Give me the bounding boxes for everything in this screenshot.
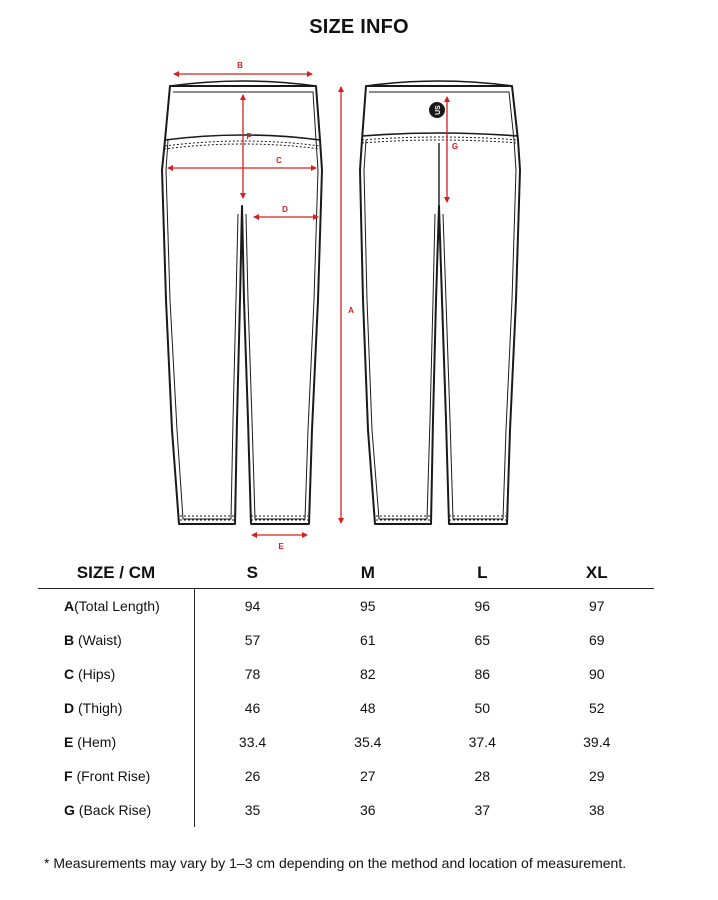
cell-value: 33.4 xyxy=(238,734,267,750)
cell-value: 95 xyxy=(360,598,376,614)
cell-value: 28 xyxy=(474,768,491,784)
table-row xyxy=(38,657,654,691)
cell-value: 37 xyxy=(474,802,491,818)
cell-value: 38 xyxy=(588,802,605,818)
cell-value: 65 xyxy=(474,632,491,648)
row-label: D (Thigh) xyxy=(38,691,194,725)
size-table xyxy=(38,558,654,827)
dim-f-label: F xyxy=(246,132,252,141)
row-label: F (Front Rise) xyxy=(38,759,194,793)
table-header-row xyxy=(38,558,654,589)
cell-value: 48 xyxy=(360,700,376,716)
header-size-m: M xyxy=(311,558,425,589)
dim-b-label: B xyxy=(237,61,243,70)
cell-value: 52 xyxy=(588,700,605,716)
svg-text:US: US xyxy=(435,105,442,115)
cell-value: 82 xyxy=(360,666,376,682)
brand-logo xyxy=(429,102,445,118)
cell-value: 35 xyxy=(244,802,261,818)
cell-value: 27 xyxy=(360,768,376,784)
cell-value: 57 xyxy=(244,632,261,648)
row-label: B (Waist) xyxy=(38,623,194,657)
table-row xyxy=(38,759,654,793)
header-size-l: L xyxy=(425,558,539,589)
row-label: G (Back Rise) xyxy=(38,793,194,827)
cell-value: 78 xyxy=(244,666,261,682)
cell-value: 96 xyxy=(474,598,491,614)
table-row xyxy=(38,691,654,725)
cell-value: 35.4 xyxy=(354,734,382,750)
dim-e-label: E xyxy=(278,542,284,551)
dim-c-label: C xyxy=(276,156,282,165)
cell-value: 29 xyxy=(588,768,605,784)
table-row xyxy=(38,589,654,624)
dim-g-label: G xyxy=(451,142,459,151)
cell-value: 46 xyxy=(244,700,261,716)
cell-value: 61 xyxy=(360,632,376,648)
cell-value: 50 xyxy=(474,700,491,716)
cell-value: 69 xyxy=(588,632,605,648)
header-size-s: S xyxy=(194,558,311,589)
cell-value: 37.4 xyxy=(468,734,496,750)
page-title: SIZE INFO xyxy=(309,16,409,38)
dim-a-label: A xyxy=(348,306,354,315)
front-view xyxy=(162,81,322,524)
measurement-footnote: * Measurements may vary by 1–3 cm depending on the method and location of measurement. xyxy=(44,855,627,871)
header-size-xl: XL xyxy=(540,558,655,589)
table-row xyxy=(38,725,654,759)
cell-value: 36 xyxy=(360,802,376,818)
cell-value: 26 xyxy=(244,768,261,784)
back-view xyxy=(360,81,520,524)
cell-value: 94 xyxy=(244,598,261,614)
table-row xyxy=(38,793,654,827)
row-label: C (Hips) xyxy=(38,657,194,691)
header-size-cm: SIZE / CM xyxy=(38,558,194,589)
row-label: E (Hem) xyxy=(38,725,194,759)
cell-value: 86 xyxy=(474,666,491,682)
cell-value: 97 xyxy=(588,598,605,614)
table-row xyxy=(38,623,654,657)
cell-value: 39.4 xyxy=(583,734,611,750)
cell-value: 90 xyxy=(588,666,605,682)
dim-d-label: D xyxy=(282,205,288,214)
row-label: A(Total Length) xyxy=(38,589,194,624)
